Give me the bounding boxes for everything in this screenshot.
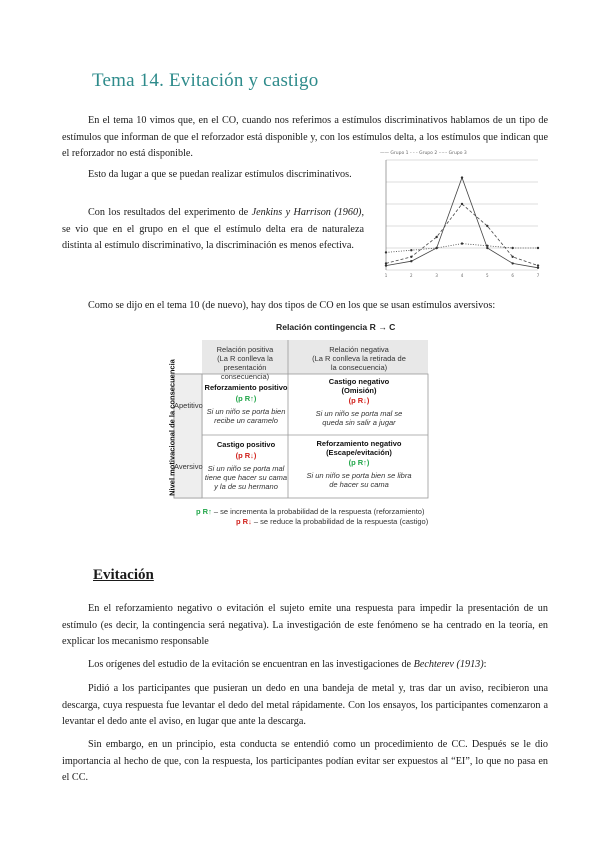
cell21-example: Si un niño se porta mal tiene que hacer su cama y la de su hermano <box>204 464 288 491</box>
data-point <box>410 249 412 251</box>
row-label-apetitivo: Apetitivo <box>174 401 203 410</box>
legend1-text: – se incrementa la probabilidad de la respuesta (reforzamiento) <box>211 507 425 516</box>
cell-positive-punishment <box>204 440 288 491</box>
x-tick-label: 7 <box>536 273 540 278</box>
x-tick-label: 5 <box>486 273 489 278</box>
intro-paragraph-3 <box>62 205 364 255</box>
data-point <box>486 225 488 227</box>
evitacion-paragraph-2 <box>62 657 548 674</box>
data-point <box>486 245 488 247</box>
data-point <box>410 256 412 258</box>
chart-legend: —— Grupo 1 - - - Grupo 2 ······ Grupo 3 <box>380 151 467 156</box>
col-header-negative: Relación negativa (La R conlleva la retirada de la consecuencia) <box>312 345 406 372</box>
data-point <box>511 262 513 264</box>
table-title: Relación contingencia R → C <box>276 322 396 332</box>
table-legend-2 <box>236 517 428 526</box>
x-tick-label: 3 <box>435 273 438 278</box>
citation-jenkins: Jenkins y Harrison (1960) <box>251 207 362 218</box>
data-point <box>486 247 488 249</box>
cell-positive-reinforcement <box>204 383 288 425</box>
p2-text-b: : <box>483 659 487 670</box>
data-point <box>511 256 513 258</box>
data-point <box>385 262 387 264</box>
cell22-code: (p R↑) <box>348 458 370 467</box>
cell21-title: Castigo positivo <box>216 440 276 449</box>
p3-text-b: , se vio que en el grupo en el que el estímulo delta era de naturaleza distinta al estímulo discriminativo, la discriminación es menos efectiva. <box>62 207 364 252</box>
cell12-code: (p R↓) <box>348 396 370 405</box>
discrimination-chart <box>376 146 546 280</box>
cell21-code: (p R↓) <box>235 451 257 460</box>
legend2-text: – se reduce la probabilidad de la respuesta (castigo) <box>251 517 429 526</box>
p2-text-a: Los orígenes del estudio de la evitación se encuentran en las investigaciones de <box>88 659 414 670</box>
x-tick-label: 6 <box>511 273 514 278</box>
data-point <box>537 267 539 269</box>
series-line-1 <box>386 178 538 268</box>
citation-bechterev: Bechterev (1913) <box>413 659 484 670</box>
cell-negative-punishment <box>290 377 428 427</box>
page-title: Tema 14. Evitación y castigo <box>92 70 319 91</box>
section-heading-evitacion: Evitación <box>93 567 154 583</box>
data-point <box>385 251 387 253</box>
x-tick-label: 4 <box>460 273 464 278</box>
evitacion-paragraph-3: Pidió a los participantes que pusieran un dedo en una bandeja de metal y, tras dar un aviso, recibieron una descarga, cuya respuesta fue levantar el dedo del metal rápidamente. Con los ensayos, los participantes comenzaron a levantar el dedo ante el aviso, en lugar que ante la descarga. <box>62 683 548 728</box>
table-legend-1 <box>196 507 424 516</box>
intro-paragraph-2: Esto da lugar a que se puedan realizar estímulos discriminativos. <box>88 169 352 180</box>
cell22-title: Reforzamiento negativo (Escape/evitación) <box>316 439 402 457</box>
p3-text-a: Con los resultados del experimento de <box>88 207 252 218</box>
intro-paragraph-4: Como se dijo en el tema 10 (de nuevo), hay dos tipos de CO en los que se usan estímulos aversivos: <box>88 300 496 311</box>
series-line-2 <box>386 204 538 266</box>
cell12-title: Castigo negativo (Omisión) <box>328 377 390 395</box>
cell11-code: (p R↑) <box>235 394 257 403</box>
data-point <box>461 176 463 178</box>
intro-paragraph-1: En el tema 10 vimos que, en el CO, cuando nos referimos a estímulos discriminativos hablamos de un tipo de estímulos que informan de que el reforzador está disponible y, con los estímulos delta, a los estímulos que indican que el reforzador no está disponible. <box>62 115 548 160</box>
data-point <box>461 203 463 205</box>
cell11-title: Reforzamiento positivo <box>204 383 288 392</box>
cell11-example: Si un niño se porta bien recibe un caramelo <box>206 407 286 425</box>
evitacion-paragraph-4: Sin embargo, en un principio, esta conducta se entendió como un procedimiento de CC. Después se le dio importancia al hecho de que, con la respuesta, los participantes podían evitar ser expuestos al “EI”, lo que no pasa en el CC. <box>62 739 548 784</box>
legend1-code: p R↑ <box>196 507 212 516</box>
cell12-example: Si un niño se porta mal se queda sin salir a jugar <box>315 409 403 427</box>
row-label-aversivo: Aversivo <box>174 462 203 471</box>
legend2-code: p R↓ <box>236 517 252 526</box>
col-header-positive: Relación positiva (La R conlleva la presentación consecuencia) <box>216 345 274 381</box>
data-point <box>410 260 412 262</box>
cell-negative-reinforcement <box>290 439 428 489</box>
chart-svg <box>376 146 546 280</box>
x-tick-label: 2 <box>410 273 413 278</box>
data-point <box>537 247 539 249</box>
data-point <box>537 264 539 266</box>
data-point <box>435 236 437 238</box>
data-point <box>385 264 387 266</box>
evitacion-paragraph-1: En el reforzamiento negativo o evitación el sujeto emite una respuesta para impedir la presentación de un estímulo (es decir, la contingencia será negativa). La investigación de este fenómeno se ha centrado en la teoría, en explicar los mecanismo responsable <box>62 603 548 648</box>
x-tick-label: 1 <box>384 273 388 278</box>
row-axis-label: Nivel motivacional de la consecuencia <box>167 359 177 496</box>
contingency-table <box>140 335 460 530</box>
data-point <box>435 247 437 249</box>
data-point <box>461 242 463 244</box>
cell22-example: Si un niño se porta bien se libra de hacer su cama <box>306 471 412 489</box>
data-point <box>511 247 513 249</box>
